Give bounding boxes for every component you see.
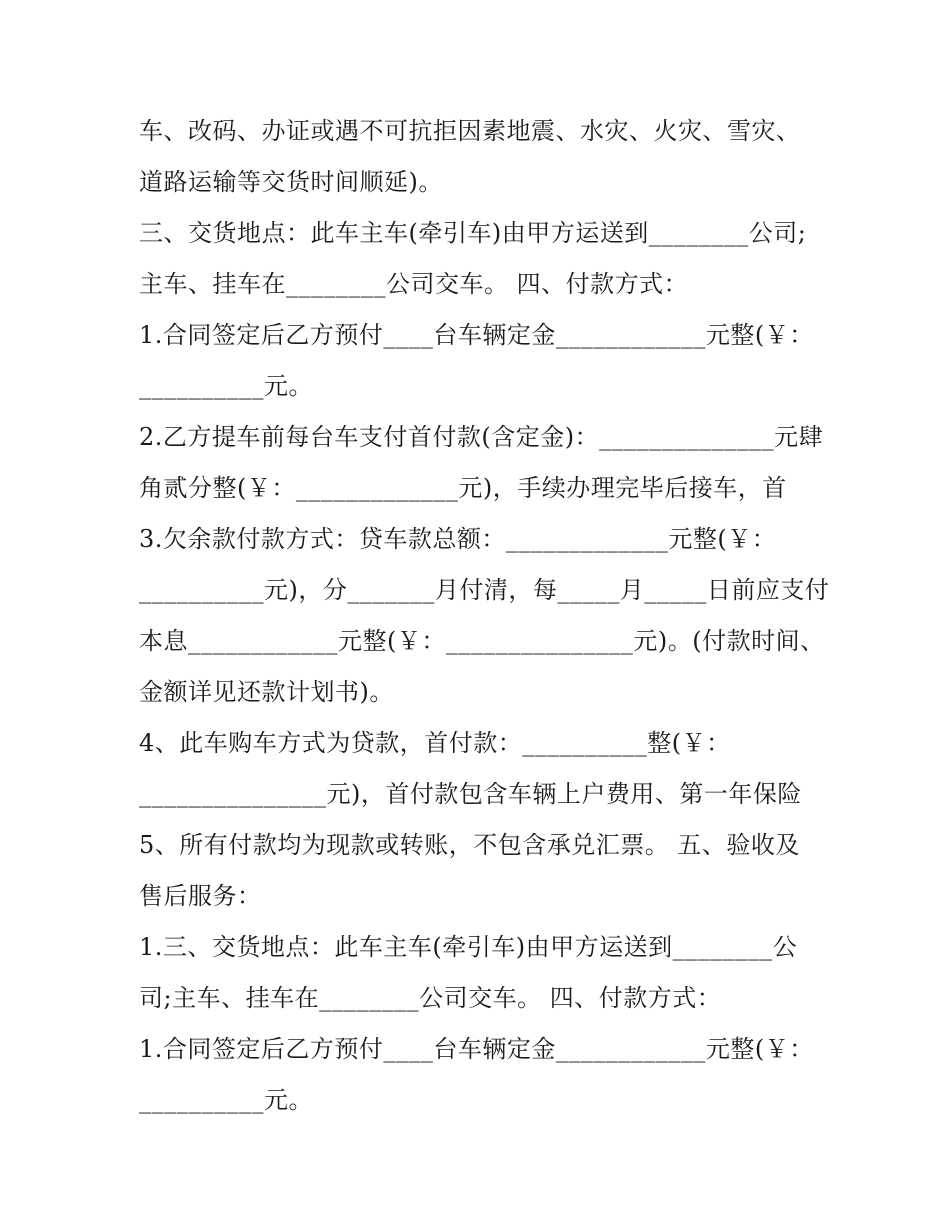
text-line: 道路运输等交货时间顺延)。 bbox=[139, 168, 443, 196]
text-line: 金额详见还款计划书)。 bbox=[139, 678, 394, 706]
text-line: 主车、挂车在________公司交车。 四、付款方式： bbox=[139, 270, 689, 298]
text-line: 1.合同签定后乙方预付____台车辆定金____________元整(￥： bbox=[139, 1035, 814, 1063]
text-line: 本息____________元整(￥：_______________元)。(付款时间、 bbox=[139, 627, 825, 655]
text-line: __________元。 bbox=[139, 1086, 313, 1114]
text-line: 2.乙方提车前每台车支付首付款(含定金)：______________元肆 bbox=[139, 423, 824, 451]
text-line: _______________元)，首付款包含车辆上户费用、第一年保险 bbox=[139, 780, 802, 808]
document-body bbox=[139, 106, 830, 1126]
text-line: __________元。 bbox=[139, 372, 313, 400]
text-line: 三、交货地点：此车主车(牵引车)由甲方运送到________公司; bbox=[139, 219, 807, 247]
text-line: __________元)，分_______月付清，每_____月_____日前应支付 bbox=[139, 576, 830, 604]
text-line: 5、所有付款均为现款或转账，不包含承兑汇票。 五、验收及 bbox=[139, 831, 800, 859]
text-line: 角贰分整(￥：_____________元)，手续办理完毕后接车，首 bbox=[139, 474, 787, 502]
text-line: 车、改码、办证或遇不可抗拒因素地震、水灾、火灾、雪灾、 bbox=[139, 117, 801, 145]
text-line: 售后服务： bbox=[139, 882, 262, 910]
text-line: 4、此车购车方式为贷款，首付款：__________整(￥： bbox=[139, 729, 731, 757]
text-line: 司;主车、挂车在________公司交车。 四、付款方式： bbox=[139, 984, 722, 1012]
text-line: 3.欠余款付款方式：贷车款总额：_____________元整(￥： bbox=[139, 525, 777, 553]
text-line: 1.三、交货地点：此车主车(牵引车)由甲方运送到________公 bbox=[139, 933, 798, 961]
text-line: 1.合同签定后乙方预付____台车辆定金____________元整(￥： bbox=[139, 321, 814, 349]
